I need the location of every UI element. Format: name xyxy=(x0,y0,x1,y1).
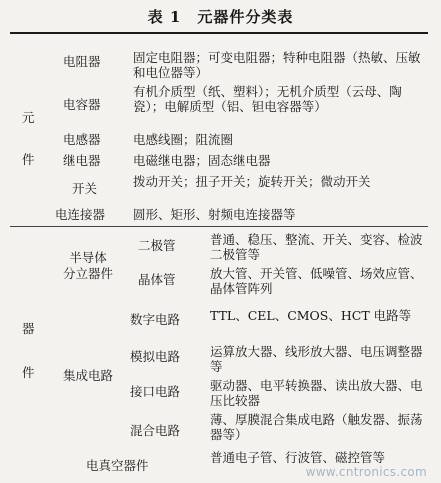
group-label-devices-top: 器 xyxy=(22,321,35,336)
description-diode: 普通、稳压、整流、开关、变容、检波二极管等 xyxy=(210,232,423,262)
item-digital-circuit: 数字电路 xyxy=(130,312,181,327)
table-top-rule xyxy=(10,32,428,34)
subgroup-integrated-circuit: 集成电路 xyxy=(62,368,113,383)
item-interface-circuit: 接口电路 xyxy=(130,384,181,399)
group-label-devices-bottom: 件 xyxy=(22,365,35,380)
category-relay: 继电器 xyxy=(63,153,101,168)
description-digital-circuit: TTL、CEL、CMOS、HCT 电路等 xyxy=(210,308,412,323)
category-capacitor: 电容器 xyxy=(63,97,101,112)
subgroup-semiconductor-line2: 分立器件 xyxy=(62,266,113,281)
category-switch: 开关 xyxy=(72,181,98,196)
table-title-line xyxy=(0,6,441,27)
item-diode: 二极管 xyxy=(138,238,176,253)
subgroup-vacuum-device: 电真空器件 xyxy=(86,458,149,473)
table-title: 元器件分类表 xyxy=(197,8,294,26)
description-switch: 拨动开关；扭子开关；旋转开关；微动开关 xyxy=(133,174,371,189)
table-number: 表 1 xyxy=(147,8,182,26)
description-transistor: 放大管、开关管、低噪管、场效应管、晶体管阵列 xyxy=(210,266,423,296)
description-connector: 圆形、矩形、射频电连接器等 xyxy=(133,207,296,222)
category-inductor: 电感器 xyxy=(63,132,101,147)
category-connector: 电连接器 xyxy=(55,207,106,222)
description-vacuum-device: 普通电子管、行波管、磁控管等 xyxy=(210,450,386,465)
section-divider-rule xyxy=(10,226,428,227)
group-label-components-bottom: 件 xyxy=(22,152,35,167)
description-interface-circuit: 驱动器、电平转换器、读出放大器、电压比较器 xyxy=(210,378,423,408)
description-inductor: 电感线圈；阻流圈 xyxy=(133,132,234,147)
description-capacitor: 有机介质型（纸、塑料）；无机介质型（云母、陶瓷）；电解质型（铝、钽电容器等） xyxy=(133,84,402,114)
description-hybrid-circuit: 薄、厚膜混合集成电路（触发器、振荡器等） xyxy=(210,412,423,442)
description-relay: 电磁继电器；固态继电器 xyxy=(133,153,271,168)
item-hybrid-circuit: 混合电路 xyxy=(130,423,181,438)
subgroup-semiconductor-line1: 半导体 xyxy=(69,250,107,265)
group-label-components-top: 元 xyxy=(22,110,35,125)
description-analog-circuit: 运算放大器、线形放大器、电压调整器等 xyxy=(210,344,423,374)
item-transistor: 晶体管 xyxy=(138,272,176,287)
description-resistor: 固定电阻器；可变电阻器；特种电阻器（热敏、压敏和电位器等） xyxy=(133,50,421,80)
watermark: www.cntronics.com xyxy=(305,465,427,479)
item-analog-circuit: 模拟电路 xyxy=(130,349,181,364)
category-resistor: 电阻器 xyxy=(63,54,101,69)
